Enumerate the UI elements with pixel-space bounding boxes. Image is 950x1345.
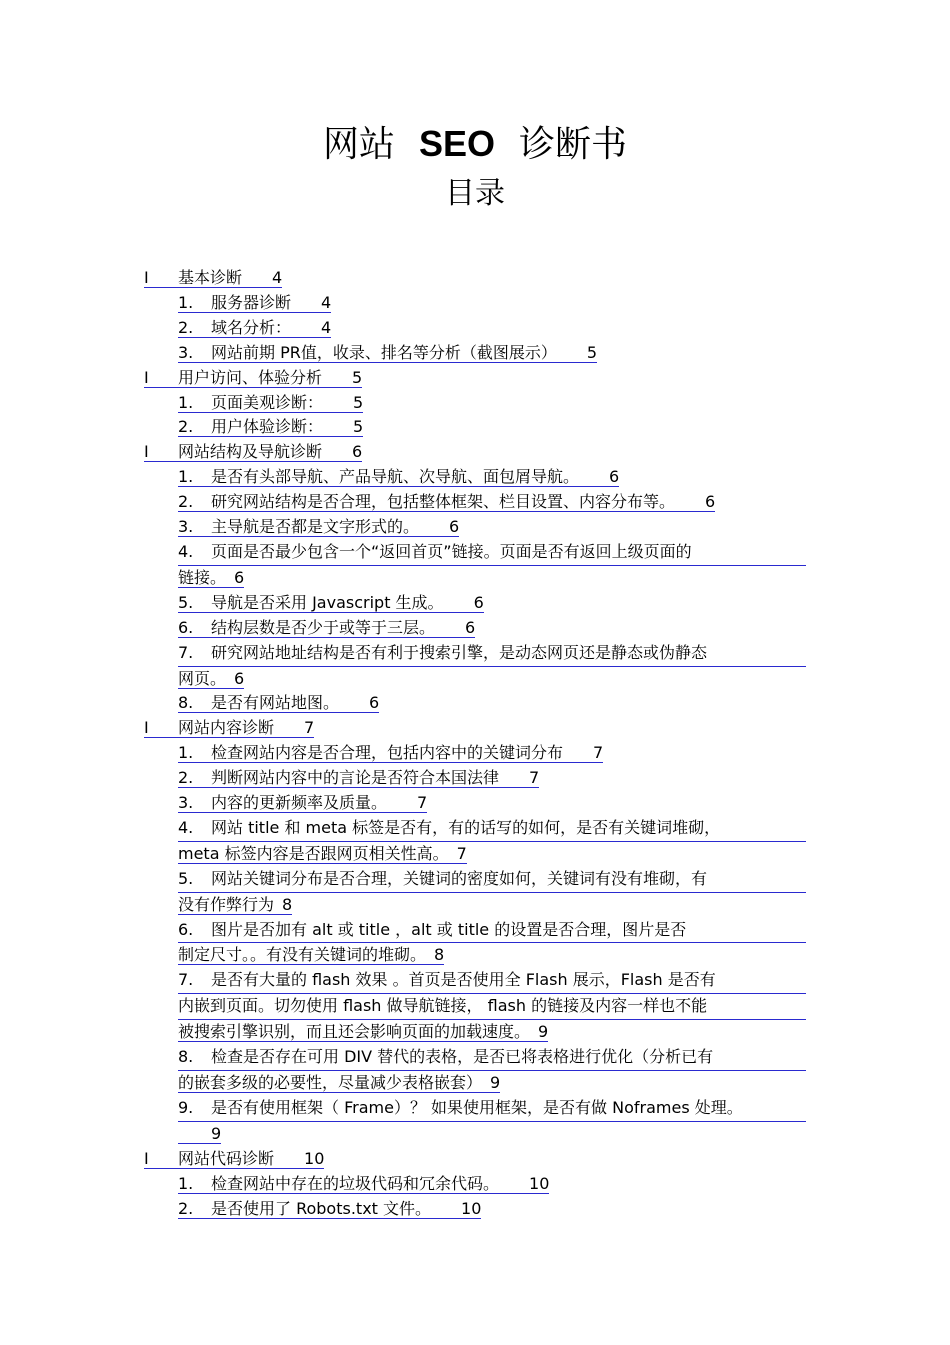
toc-page-number: 6 [473, 592, 484, 612]
toc-entry-text: 检查是否存在可用 DIV 替代的表格，是否已将表格进行优化（分析已有 [211, 1047, 714, 1067]
toc-entry-text: 主导航是否都是文字形式的。 [211, 517, 420, 537]
toc-entry-line [178, 568, 244, 588]
toc-item-number: 2. [178, 492, 194, 512]
toc-item-link[interactable] [144, 867, 806, 918]
toc-page-number: 9 [211, 1123, 222, 1143]
toc-page-number: 7 [456, 843, 467, 863]
toc-item-number: 1. [178, 292, 194, 312]
toc-entry-line [178, 945, 444, 965]
toc-page-number: 5 [353, 392, 364, 412]
toc-page-number: 6 [449, 517, 460, 537]
toc-entry-line [178, 540, 806, 566]
toc-item-number: 7. [178, 970, 194, 990]
title-part-1: 网站 [322, 124, 395, 165]
toc-item-link[interactable] [144, 341, 806, 366]
toc-entry-line [178, 1045, 806, 1071]
toc-item-number: 4. [178, 541, 194, 561]
toc-page-number: 6 [352, 442, 363, 462]
toc-page-number: 7 [529, 768, 540, 788]
toc-entry-line [178, 743, 603, 763]
toc-section-link[interactable] [144, 716, 806, 741]
toc-entry-line [178, 393, 363, 413]
toc-entry-text: 是否有大量的 flash 效果 。首页是否使用全 Flash 展示，Flash 是否有 [211, 970, 716, 990]
toc-entry-line [178, 467, 619, 487]
document-title [0, 120, 950, 169]
toc-page-number: 6 [369, 693, 380, 713]
toc-entry-text: 网站内容诊断 [178, 718, 275, 738]
toc-entry-text: 结构层数是否少于或等于三层。 [211, 617, 436, 637]
toc-section-link[interactable] [144, 1147, 806, 1172]
toc-entry-line [178, 417, 363, 437]
toc-item-link[interactable] [144, 766, 806, 791]
toc-entry-text: 检查网站内容是否合理，包括内容中的关键词分布 [211, 743, 564, 763]
toc-entry-text-continued: meta 标签内容是否跟网页相关性高。 [178, 843, 449, 863]
toc-entry-text: 研究网站地址结构是否有利于搜索引擎，是动态网页还是静态或伪静态 [211, 642, 708, 662]
toc-entry-line [178, 1174, 549, 1194]
toc-item-number: 3. [178, 517, 194, 537]
toc-page-number: 4 [321, 292, 332, 312]
toc-entry-line [178, 816, 806, 842]
toc-item-number: 3. [178, 793, 194, 813]
toc-item-link[interactable] [144, 1172, 806, 1197]
toc-item-number: 8. [178, 693, 194, 713]
toc-item-link[interactable] [144, 791, 806, 816]
toc-page-number: 7 [304, 718, 315, 738]
toc-section-link[interactable] [144, 440, 806, 465]
toc-item-link[interactable] [144, 968, 806, 1045]
toc-item-link[interactable] [144, 691, 806, 716]
toc-entry-text: 用户访问、体验分析 [178, 367, 323, 387]
toc-entry-line [178, 593, 484, 613]
toc-entry-line [178, 693, 379, 713]
toc-section-marker: I [144, 268, 149, 287]
toc-entry-text: 是否有头部导航、产品导航、次导航、面包屑导航。 [211, 467, 580, 487]
toc-item-number: 8. [178, 1047, 194, 1067]
toc-item-link[interactable] [144, 465, 806, 490]
toc-entry-line [178, 918, 806, 944]
toc-item-number: 2. [178, 317, 194, 337]
toc-item-link[interactable] [144, 816, 806, 867]
toc-entry-line [178, 994, 806, 1020]
toc-page-number: 5 [586, 342, 598, 362]
toc-item-number: 1. [178, 392, 194, 412]
toc-item-link[interactable] [144, 316, 806, 341]
toc-entry-text: 服务器诊断 [211, 292, 292, 312]
toc-item-link[interactable] [144, 616, 806, 641]
toc-item-number: 6. [178, 617, 194, 637]
toc-entry-line [178, 867, 806, 893]
toc-page-number: 7 [593, 743, 604, 763]
toc-item-number: 1. [178, 1173, 194, 1193]
toc-page-number: 9 [538, 1022, 549, 1042]
toc-entry-line [178, 318, 331, 338]
toc-item-number: 5. [178, 592, 194, 612]
toc-item-link[interactable] [144, 591, 806, 616]
toc-entry-line [178, 343, 597, 363]
toc-entry-text: 页面是否最少包含一个“返回首页”链接。页面是否有返回上级页面的 [211, 541, 692, 561]
toc-page-number: 6 [609, 467, 620, 487]
toc-entry-text: 网站 title 和 meta 标签是否有，有的话写的如何，是否有关键词堆砌， [211, 817, 721, 837]
toc-entry-line [178, 1124, 221, 1144]
toc-page-number: 5 [353, 417, 364, 437]
toc-page-number: 8 [282, 894, 293, 914]
toc-item-number: 2. [178, 417, 194, 437]
title-part-2: 诊断书 [519, 124, 628, 165]
toc-entry-text: 域名分析： [211, 317, 292, 337]
toc-entry-line [178, 895, 292, 915]
toc-entry-line [178, 293, 331, 313]
toc-entry-line [178, 492, 715, 512]
toc-entry-line [178, 618, 475, 638]
title-block [0, 120, 950, 217]
toc-item-link[interactable] [144, 641, 806, 692]
toc-page-number: 10 [529, 1173, 550, 1193]
toc-item-link[interactable] [144, 515, 806, 540]
toc-entry-line [178, 1022, 548, 1042]
toc-item-number: 6. [178, 919, 194, 939]
toc-entry-line [144, 1149, 324, 1169]
toc-page-number: 4 [321, 317, 332, 337]
toc-section-marker: I [144, 442, 149, 462]
toc-page-number: 6 [465, 617, 476, 637]
toc-page-number: 6 [234, 567, 245, 587]
toc-section-link[interactable] [144, 366, 806, 391]
toc-item-link[interactable] [144, 741, 806, 766]
toc-item-number: 5. [178, 868, 194, 888]
toc-entry-text: 内容的更新频率及质量。 [211, 793, 388, 813]
toc-entry-text: 网站结构及导航诊断 [178, 442, 323, 462]
toc-entry-text: 基本诊断 [178, 268, 243, 287]
toc-entry-text-continued: 链接。 [178, 567, 227, 587]
toc-item-number: 1. [178, 743, 194, 763]
toc-entry-text: 判断网站内容中的言论是否符合本国法律 [211, 768, 500, 788]
toc-item-number: 2. [178, 1198, 194, 1218]
toc-entry-line [144, 368, 362, 388]
toc-section-marker: I [144, 367, 149, 387]
toc-entry-text: 页面美观诊断： [211, 392, 324, 412]
toc-item-number: 3. [178, 342, 194, 362]
toc-page-number: 8 [434, 945, 445, 965]
toc-entry-text: 图片是否加有 alt 或 title ，alt 或 title 的设置是否合理，图片是否 [211, 919, 687, 939]
toc-entry-line [178, 793, 427, 813]
toc-item-link[interactable] [144, 291, 806, 316]
toc-entry-line [144, 268, 282, 288]
toc-entry-text-continued: 制定尺寸。。有没有关键词的堆砌。 [178, 945, 427, 965]
toc-item-link[interactable] [144, 918, 806, 969]
toc-section-link[interactable] [144, 266, 806, 291]
toc-page-number: 4 [272, 268, 283, 287]
toc-entry-text: 研究网站结构是否合理，包括整体框架、栏目设置、内容分布等。 [211, 492, 676, 512]
toc-entry-text-continued: 内嵌到页面。切勿使用 flash 做导航链接， flash 的链接及内容一样也不能 [178, 996, 708, 1016]
toc-entry-text: 网站代码诊断 [178, 1148, 275, 1168]
toc-entry-line [144, 442, 362, 462]
toc-entry-text: 导航是否采用 Javascript 生成。 [211, 592, 444, 612]
toc-entry-text: 是否有使用框架（ Frame）？ 如果使用框架，是否有做 Noframes 处理。 [211, 1097, 743, 1117]
toc-section-marker: I [144, 1148, 149, 1168]
toc-entry-text: 检查网站中存在的垃圾代码和冗余代码。 [211, 1173, 500, 1193]
toc-entry-text-continued: 被搜索引擎识别，而且还会影响页面的加载速度。 [178, 1022, 531, 1042]
toc-entry-line [144, 718, 314, 738]
toc-page-number: 10 [304, 1148, 325, 1168]
toc-item-link[interactable] [144, 415, 806, 440]
toc-page-number: 7 [417, 793, 428, 813]
table-of-contents [144, 266, 806, 1221]
toc-heading: 目录 [445, 176, 505, 211]
toc-entry-line [178, 968, 806, 994]
toc-item-number: 1. [178, 467, 194, 487]
toc-page-number: 10 [461, 1198, 482, 1218]
toc-section-marker: I [144, 718, 149, 738]
toc-item-number: 9. [178, 1097, 194, 1117]
toc-page-number: 9 [490, 1073, 501, 1092]
toc-item-link[interactable] [144, 490, 806, 515]
toc-item-link[interactable] [144, 1197, 806, 1222]
toc-item-link[interactable] [144, 1045, 806, 1096]
toc-page-number: 6 [705, 492, 716, 512]
toc-entry-line [178, 768, 539, 788]
toc-entry-line [178, 1073, 500, 1093]
toc-entry-text: 网站关键词分布是否合理，关键词的密度如何，关键词有没有堆砌，有 [211, 868, 708, 888]
title-part-seo: SEO [418, 123, 496, 164]
toc-entry-text: 网站前期 PR值，收录、排名等分析（截图展示） [211, 342, 557, 362]
toc-page-number: 5 [352, 367, 363, 387]
toc-item-link[interactable] [144, 540, 806, 591]
toc-entry-line [178, 669, 244, 689]
toc-item-number: 2. [178, 768, 194, 788]
toc-entry-line [178, 1199, 481, 1219]
toc-entry-text: 是否有网站地图。 [211, 693, 340, 713]
toc-entry-line [178, 1096, 806, 1122]
toc-entry-text-continued: 的嵌套多级的必要性，尽量减少表格嵌套） [178, 1073, 483, 1092]
toc-entry-line [178, 844, 467, 864]
toc-entry-text-continued: 没有作弊行为 [178, 894, 275, 914]
toc-entry-line [178, 517, 459, 537]
toc-entry-text-continued: 网页。 [178, 668, 227, 688]
toc-item-number: 7. [178, 642, 194, 662]
toc-entry-line [178, 641, 806, 667]
toc-item-number: 4. [178, 817, 194, 837]
toc-item-link[interactable] [144, 391, 806, 416]
toc-entry-text: 是否使用了 Robots.txt 文件。 [211, 1198, 432, 1218]
toc-page-number: 6 [234, 668, 245, 688]
toc-item-link[interactable] [144, 1096, 806, 1147]
toc-entry-text: 用户体验诊断： [211, 417, 324, 437]
